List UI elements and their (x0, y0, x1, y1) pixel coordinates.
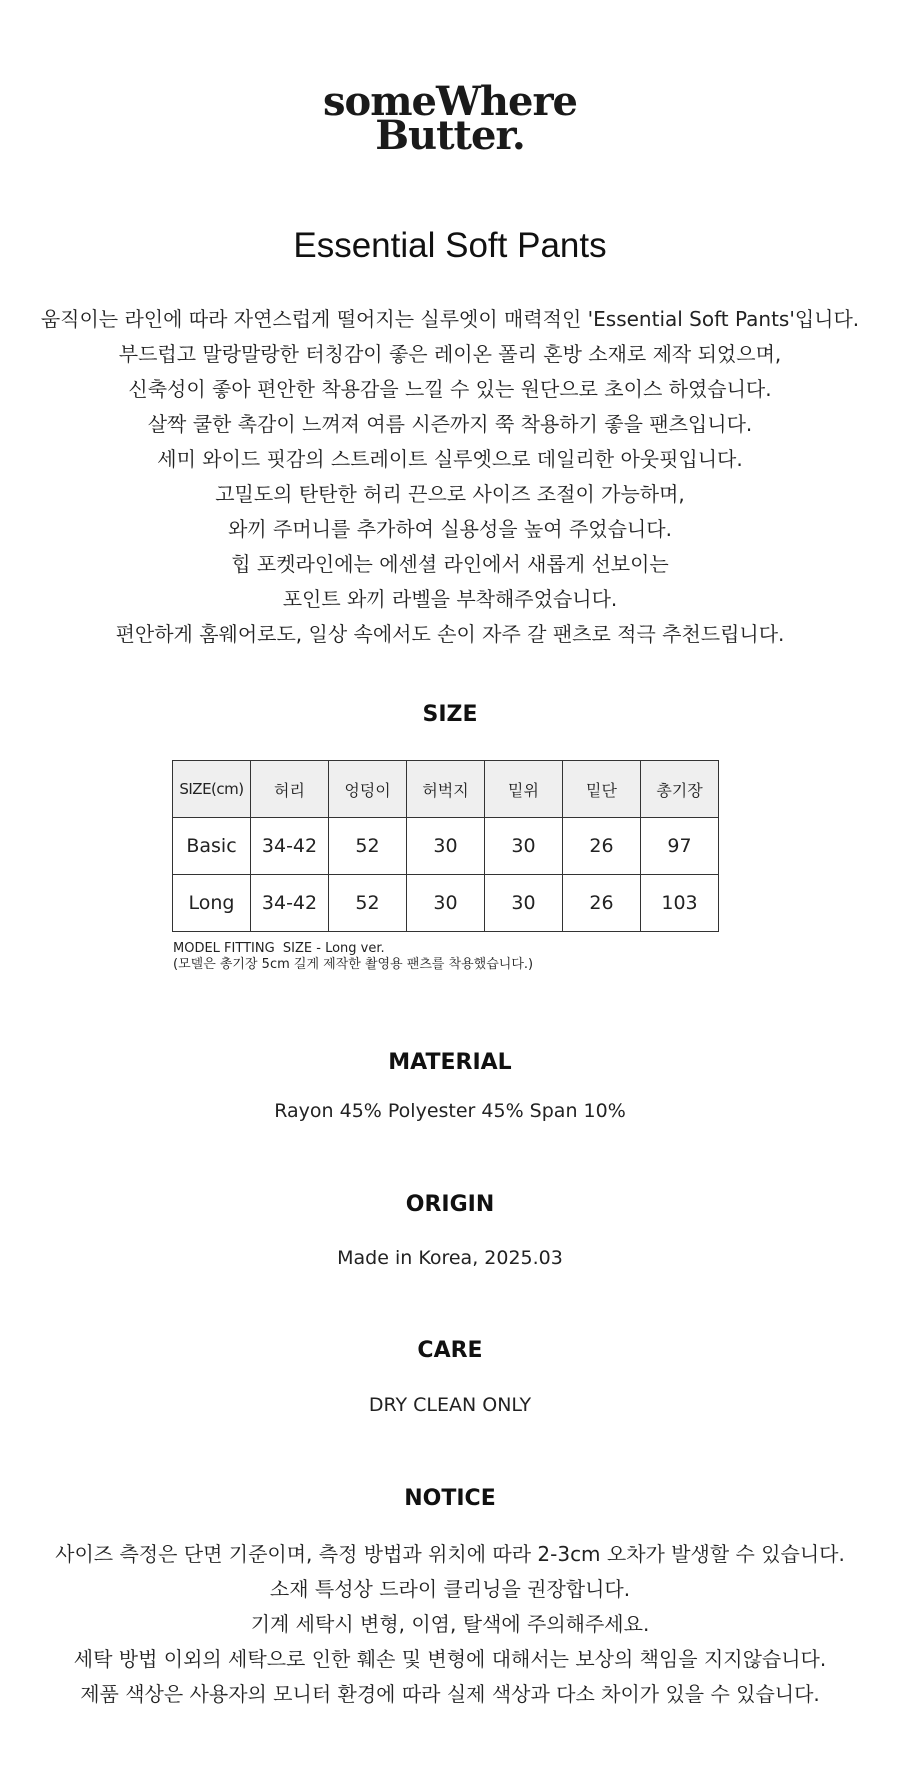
description-line: 힙 포켓라인에는 에센셜 라인에서 새롭게 선보이는 (231, 552, 669, 576)
model-fitting-remark: (모델은 총기장 5cm 길게 제작한 촬영용 팬츠를 착용했습니다.) (173, 957, 534, 972)
notice-line: 세탁 방법 이외의 세탁으로 인한 훼손 및 변형에 대해서는 보상의 책임을 지지않습니다. (73, 1647, 827, 1671)
size-cell: 34-42 (251, 818, 329, 875)
size-table-row (173, 818, 719, 875)
description-line: 고밀도의 탄탄한 허리 끈으로 사이즈 조절이 가능하며, (215, 482, 685, 506)
description-line: 신축성이 좋아 편안한 착용감을 느낄 수 있는 원단으로 초이스 하였습니다. (128, 377, 772, 401)
product-description (0, 302, 900, 652)
size-column-header: 밑위 (485, 761, 563, 818)
description-line: 살짝 쿨한 촉감이 느껴져 여름 시즌까지 쭉 착용하기 좋을 팬츠입니다. (147, 412, 753, 436)
description-line: 편안하게 홈웨어로도, 일상 속에서도 손이 자주 갈 팬츠로 적극 추천드립니다. (115, 622, 785, 646)
size-column-header: 엉덩이 (329, 761, 407, 818)
material-text: Rayon 45% Polyester 45% Span 10% (274, 1100, 626, 1122)
material-heading: MATERIAL (388, 1050, 512, 1075)
size-cell: 26 (563, 875, 641, 932)
model-fitting-size: MODEL FITTING SIZE - Long ver. (173, 941, 385, 956)
size-table-header-row (173, 761, 719, 818)
size-table (172, 760, 719, 932)
notice-line: 제품 색상은 사용자의 모니터 환경에 따라 실제 색상과 다소 차이가 있을 수 있습니다. (80, 1682, 820, 1706)
size-cell: 52 (329, 818, 407, 875)
description-line: 와끼 주머니를 추가하여 실용성을 높여 주었습니다. (228, 517, 672, 541)
size-column-header: 총기장 (641, 761, 719, 818)
size-cell: 34-42 (251, 875, 329, 932)
size-column-header: SIZE(cm) (173, 761, 251, 818)
notice-line: 기계 세탁시 변형, 이염, 탈색에 주의해주세요. (250, 1612, 650, 1636)
size-cell: 103 (641, 875, 719, 932)
care-text: DRY CLEAN ONLY (368, 1394, 532, 1416)
care-heading: CARE (417, 1338, 483, 1363)
size-column-header: 허벅지 (407, 761, 485, 818)
model-fitting-note (173, 941, 533, 973)
notice-heading: NOTICE (404, 1486, 496, 1511)
size-cell: 26 (563, 818, 641, 875)
description-line: 부드럽고 말랑말랑한 터칭감이 좋은 레이온 폴리 혼방 소재로 제작 되었으며, (118, 342, 782, 366)
size-table-row (173, 875, 719, 932)
product-title: Essential Soft Pants (293, 226, 607, 265)
size-cell: 30 (407, 818, 485, 875)
size-heading: SIZE (422, 702, 478, 727)
notice-list (0, 1537, 900, 1712)
size-column-header: 허리 (251, 761, 329, 818)
brand-logo (0, 78, 900, 159)
description-line: 포인트 와끼 라벨을 부착해주었습니다. (282, 587, 618, 611)
size-cell: 30 (485, 818, 563, 875)
size-cell: 30 (407, 875, 485, 932)
brand-logo-line2: Butter. (375, 112, 525, 159)
notice-line: 사이즈 측정은 단면 기준이며, 측정 방법과 위치에 따라 2-3cm 오차가 발생할 수 있습니다. (55, 1542, 845, 1566)
size-cell: Basic (173, 818, 251, 875)
size-cell: Long (173, 875, 251, 932)
origin-text: Made in Korea, 2025.03 (337, 1247, 563, 1269)
brand-logo-line1: someWhere (323, 78, 577, 125)
description-line: 움직이는 라인에 따라 자연스럽게 떨어지는 실루엣이 매력적인 'Essential Soft Pants'입니다. (40, 307, 860, 331)
size-cell: 30 (485, 875, 563, 932)
size-cell: 97 (641, 818, 719, 875)
size-column-header: 밑단 (563, 761, 641, 818)
size-cell: 52 (329, 875, 407, 932)
description-line: 세미 와이드 핏감의 스트레이트 실루엣으로 데일리한 아웃핏입니다. (157, 447, 743, 471)
origin-heading: ORIGIN (405, 1192, 495, 1217)
notice-line: 소재 특성상 드라이 클리닝을 권장합니다. (269, 1577, 631, 1601)
